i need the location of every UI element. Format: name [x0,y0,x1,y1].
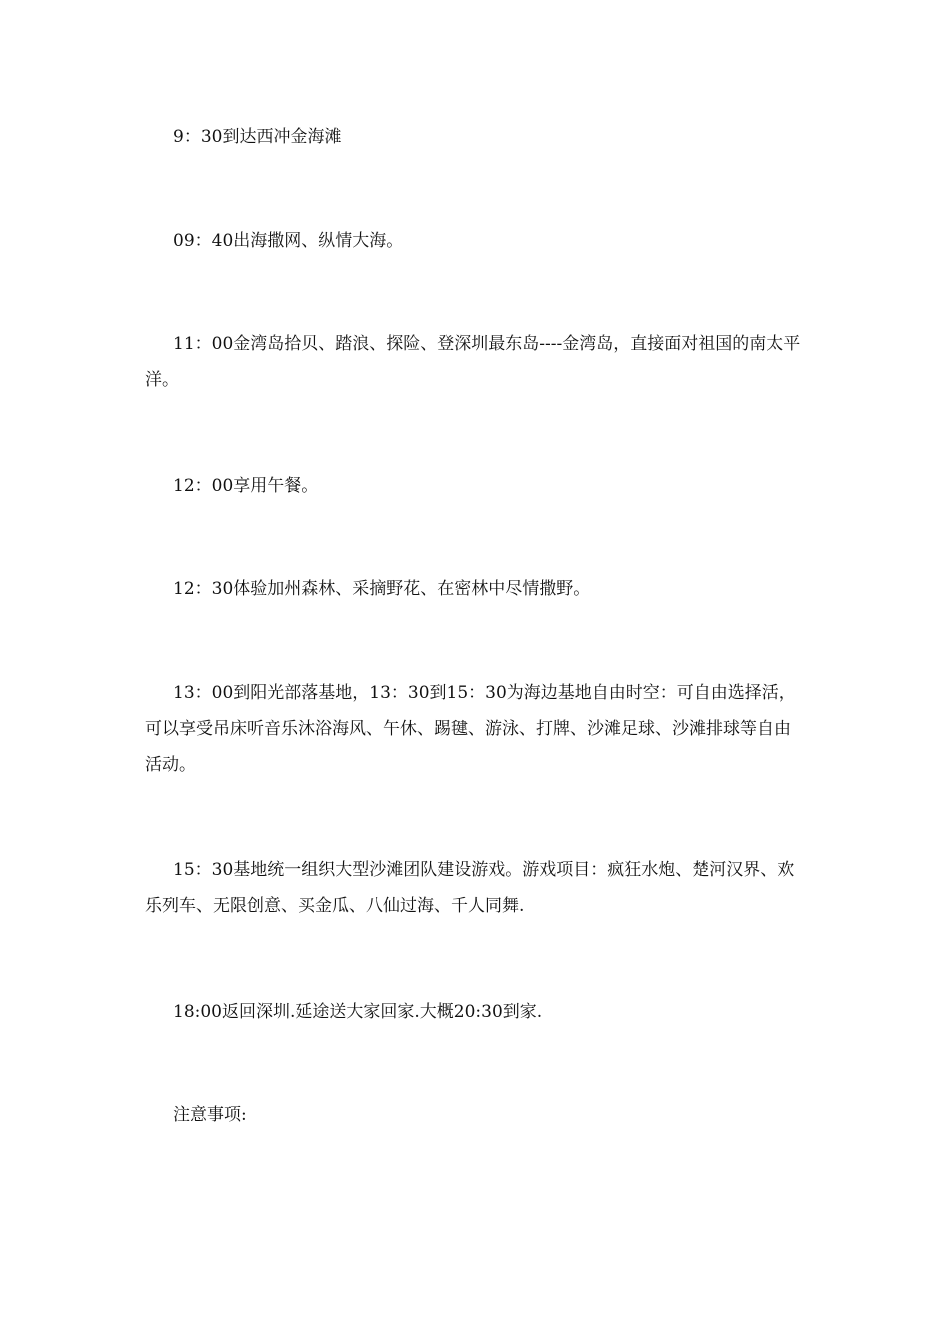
schedule-item-1200: 12：00享用午餐。 [173,476,319,496]
schedule-item-1530: 15：30基地统一组织大型沙滩团队建设游戏。游戏项目：疯狂水炮、楚河汉界、欢乐列车、无限创意、买金瓜、八仙过海、千人同舞. [145,860,795,916]
schedule-item-0930: 9：30到达西冲金海滩 [173,127,342,147]
schedule-item-1100: 11：00金湾岛拾贝、踏浪、探险、登深圳最东岛----金湾岛，直接面对祖国的南太平洋。 [145,334,801,390]
schedule-item-1300: 13：00到阳光部落基地，13：30到15：30为海边基地自由时空：可自由选择活，可以享受吊床听音乐沐浴海风、午休、踢毽、游泳、打牌、沙滩足球、沙滩排球等自由活动。 [145,683,796,775]
schedule-item-1230: 12：30体验加州森林、采摘野花、在密林中尽情撒野。 [173,579,591,599]
schedule-item-1800: 18:00返回深圳.延途送大家回家.大概20:30到家. [173,1002,543,1022]
notes-heading: 注意事项: [173,1105,247,1125]
schedule-item-0940: 09：40出海撒网、纵情大海。 [173,231,404,251]
